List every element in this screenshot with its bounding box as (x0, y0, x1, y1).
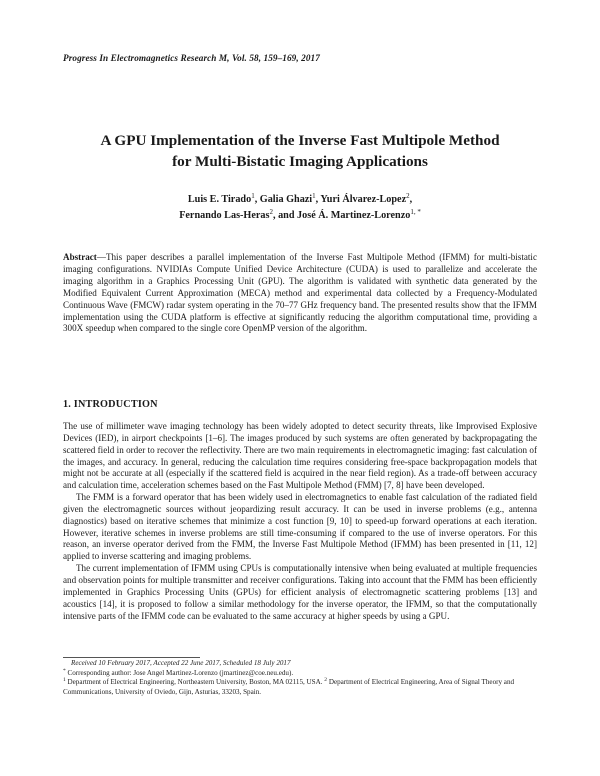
author-list (60, 192, 540, 224)
author-affiliation: 2 (269, 208, 273, 216)
introduction-body (63, 421, 537, 622)
abstract-text: —This paper describes a parallel implementation of the Inverse Fast Multipole Method (IFMM) for multi-bistatic imaging configurations. NVIDIAs Compute Unified Device Architecture (CUDA) is used to parallelize and accelerate the imaging algorithm in a Graphics Processing Unit (GPU). The algorithm is validated with synthetic data generated by the Modified Equivalent Current Approximation (MECA) method and experimental data collected by a Frequency-Modulated Continuous Wave (FMCW) radar system operating in the 70–77 GHz frequency band. The presented results show that the IFMM implementation using the CUDA platform is effective at significantly reducing the algorithm computational time, providing a 300X speedup when compared to the single core OpenMP version of the algorithm. (63, 252, 537, 334)
paragraph: The current implementation of IFMM using CPUs is computationally intensive when being evaluated at multiple frequencies and observation points for multiple transmitter and receiver configurations. Taking into account that the FMM has been efficiently implemented in Graphics Processing Units (GPUs) for efficient analysis of electromagnetic scattering problems [13] and acoustics [14], it is proposed to follow a similar methodology for the inverse operator, the IFMM, so that the computationally intensive parts of the IFMM code can be evaluated to the same accuracy at higher speeds by using a GPU. (63, 563, 537, 621)
author-line-1: Luis E. Tirado$^1$, Galia Ghazi$^1$, Yuri Álvarez-Lopez$^2$, (187, 192, 413, 205)
received-dates: Received 10 February 2017, Accepted 22 June 2017, Scheduled 18 July 2017 (71, 659, 291, 667)
corresponding-author-note: * Corresponding author: Jose Angel Martinez-Lorenzo (jmartinez@coe.neu.edu). (63, 667, 294, 677)
author-name: Fernando Las-Heras (179, 210, 270, 221)
section-heading: 1. INTRODUCTION (63, 399, 158, 410)
abstract-label: Abstract (63, 252, 97, 262)
abstract (63, 252, 537, 335)
paragraph: The use of millimeter wave imaging technology has been widely adopted to detect security threats, like Improvised Explosive Devices (IED), in airport checkpoints [1–6]. The images produced by such systems are often generated by backpropagating the scattered field in order to recover the reflectivity. There are two main requirements in electromagnetic imaging: fast calculation of the images, and accuracy. In general, reducing the calculation time requires considering free-space backpropagation models that might not be accurate at all (especially if the scattered field is acquired in the near field region). As a trade-off between accuracy and calculation time, acceleration schemes based on the Fast Multipole Method (FMM) [7, 8] have been developed. (63, 421, 537, 491)
footnote-divider (63, 657, 200, 658)
title-line-2: for Multi-Bistatic Imaging Applications (172, 153, 428, 170)
paper-title (60, 130, 540, 172)
title-line-1: A GPU Implementation of the Inverse Fast Multipole Method (100, 132, 500, 149)
author-name: José Á. Martinez-Lorenzo (297, 210, 411, 221)
author-affiliation: 2 (406, 192, 410, 200)
paragraph: The FMM is a forward operator that has been widely used in electromagnetics to enable fast calculation of the radiated field given the electromagnetic sources without jeopardizing result accuracy. It can be used in inverse problems (e.g., antenna diagnostics) based on iterative schemes that minimize a cost function [9, 10] to speed-up forward operations at each iteration. However, iterative schemes in inverse problems are still time-consuming if compared to the use of inverse operators. For this reason, an inverse operator derived from the FMM, the Inverse Fast Multipole Method (IFMM) has been presented in [11, 12] applied to inverse scattering and imaging problems. (63, 492, 537, 562)
author-name: Galia Ghazi (259, 194, 313, 205)
author-affiliation: 1 (251, 192, 255, 200)
author-line-2: Fernando Las-Heras$^2$, and José Á. Martinez-Lorenzo$^{1, *}$ (179, 208, 421, 221)
affiliations-note: $^1$ Department of Electrical Engineering, Northeastern University, Boston, MA 02115, USA. $^2$ Department of Electrical Engineering, Area of Signal Theory and Communications, University of Oviedo, Gijn, Asturias, 33203, Spain. (63, 677, 515, 696)
author-affiliation: 1, * (410, 208, 421, 216)
author-affiliation: 1 (312, 192, 316, 200)
author-name: Yuri Álvarez-Lopez (320, 194, 407, 205)
journal-header: Progress In Electromagnetics Research M, Vol. 58, 159–169, 2017 (63, 53, 320, 63)
author-name: Luis E. Tirado (187, 194, 252, 205)
footnotes (63, 659, 537, 697)
